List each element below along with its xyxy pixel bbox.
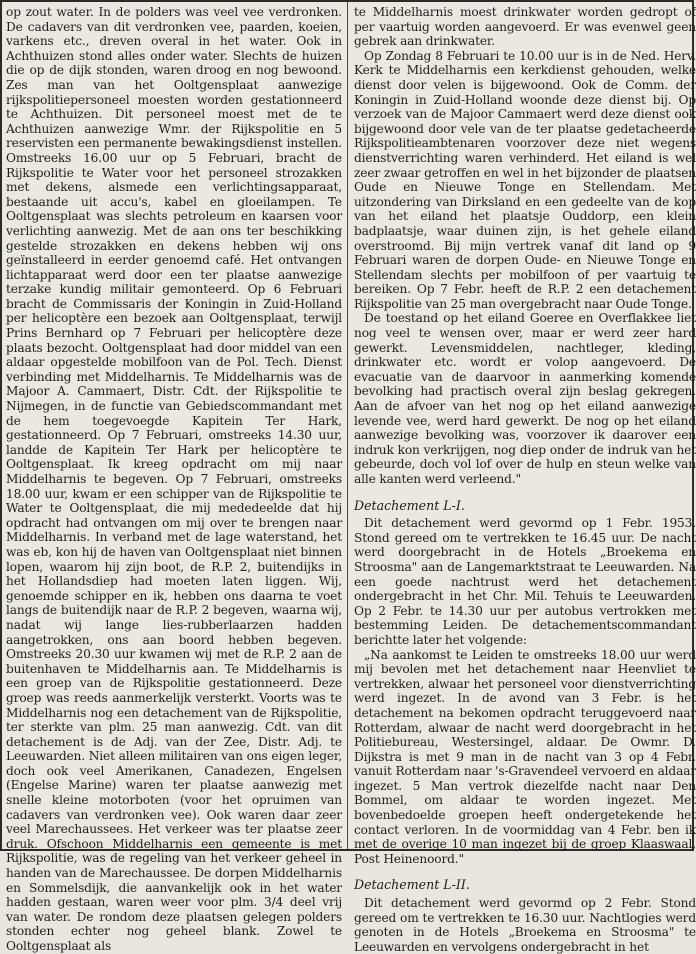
intro-paragraph-2: Op Zondag 8 Februari te 10.00 uur is in de Ned. Herv. Kerk te Middelharnis een kerkdienst gehouden, welke dienst door velen is bijgewoond. Ook de Comm. der Koningin in Zuid-Holland woonde deze dienst bij. Op verzoek van de Majoor Cammaert werd deze dienst ook bijgewoond door vele van de ter plaatse gedetacheerde Rijkspolitieambtenaren voorzover deze niet wegens dienstverrichting waren verhinderd. Het eiland is wel zeer zwaar getroffen en wel in het bijzonder de plaatsen Oude en Nieuwe Tonge en Stellendam. Met uitzondering van Dirksland en een gedeelte van de kop van het eiland het plaatsje Ouddorp, een klein badplaatsje, waar duinen zijn, is het gehele eiland overstroomd. Bij mijn vertrek vanaf dit land op 9 Februari waren de dorpen Oude- en Nieuwe Tonge en Stellendam slechts per mobilfoon of per vaartuig te bereiken. Op 7 Febr. heeft de R.P. 2 een detachement Rijkspolitie van 25 man overgebracht naar Oude Tonge. [354, 48, 696, 311]
section-l2-paragraph-1: Dit detachement werd gevormd op 2 Febr. Stond gereed om te vertrekken te 16.30 uur. Nachtlogies werd genoten in de Hotels „Broekema en Stroosma" te Leeuwarden en vervolgens ondergebracht in het [354, 896, 696, 954]
left-column [6, 5, 342, 953]
section-title-l2: Detachement L-II. [354, 877, 470, 893]
intro-paragraph-1: te Middelharnis moest drinkwater worden gedropt of per vaartuig worden aangevoerd. Er was evenwel geen gebrek aan drinkwater. [354, 5, 696, 49]
column-divider [347, 2, 348, 849]
section-l1-paragraph-2: „Na aankomst te Leiden te omstreeks 18.00 uur werd mij bevolen met het detachement naar Heenvliet te vertrekken, alwaar het personeel voor dienstverrichting werd ingezet. In de avond van 3 Febr. is het detachement na bekomen opdracht teruggevoerd naar Rotterdam, alwaar de nacht werd doorgebracht in het Politiebureau, Westersingel, aldaar. De Owmr. D. Dijkstra is met 9 man in de nacht van 3 op 4 Febr. vanuit Rotterdam naar 's-Gravendeel vervoerd en aldaar ingezet. 5 Man vertrok diezelfde nacht naar Den Bommel, om aldaar te worden ingezet. Met bovenbedoelde groepen heeft ondergetekende het contact verloren. In de voormiddag van 4 Febr. ben ik met de overige 10 man ingezet bij de groep Klaaswaal, Post Heinenoord." [354, 647, 696, 866]
right-column [354, 5, 696, 954]
section-title-l1: Detachement L-I. [354, 497, 465, 513]
intro-paragraph-3: De toestand op het eiland Goeree en Overflakkee liet nog veel te wensen over, maar er werd zeer hard gewerkt. Levensmiddelen, nachtleger, kleding, drinkwater etc. wordt er volop aangevoerd. De evacuatie van de daarvoor in aanmerking komende bevolking had practisch overal zijn beslag gekregen. Aan de afvoer van het nog op het eiland aanwezige levende vee, werd hard gewerkt. De nog op het eiland aanwezige bevolking was, voorzover ik daarover een indruk kon verkrijgen, nog diep onder de indruk van het gebeurde, doch vol lof over de hulp en steun welke van alle kanten werd verleend." [354, 311, 696, 486]
section-l1-paragraph-1: Dit detachement werd gevormd op 1 Febr. 1953. Stond gereed om te vertrekken te 16.45 uur. De nacht werd doorgebracht in de Hotels „Broekema en Stroosma" aan de Langemarktstraat te Leeuwarden. Na een goede nachtrust werd het detachement ondergebracht in het Chr. Mil. Tehuis te Leeuwarden. Op 2 Febr. te 14.30 uur per autobus vertrokken met bestemming Leiden. De detachementscommandant berichtte later het volgende: [354, 516, 696, 647]
left-column-text: op zout water. In de polders was veel vee verdronken. De cadavers van dit verdronken vee, paarden, koeien, varkens etc., dreven overal in het water. Ook in Achthuizen stond alles onder water. Slechts de huizen die op de dijk stonden, waren droog en nog bewoond. Zes man van het Ooltgensplaat aanwezige rijkspolitiepersoneel moesten worden gestationneerd te Achthuizen. Dit personeel moest met de te Achthuizen aanwezige Wmr. der Rijkspolitie en 5 reservisten een permanente bewakingsdienst instellen. Omstreeks 16.00 uur op 5 Februari, bracht de Rijkspolitie te Water voor het personeel strozakken met dekens, alsmede een verlichtingsapparaat, bestaande uit accu's, kabel en gloeilampen. Te Ooltgensplaat was slechts petroleum en kaarsen voor verlichting aanwezig. Met de aan ons ter beschikking gestelde strozakken en dekens hebben wij ons geïnstalleerd in eerder genoemd café. Het ontvangen lichtapparaat werd door een ter plaatse aanwezige terzake kundig militair gemonteerd. Op 6 Februari bracht de Commissaris der Koningin in Zuid-Holland per helicoptère een bezoek aan Ooltgensplaat, terwijl Prins Bernhard op 7 Februari per helicoptère deze plaats bezocht. Ooltgensplaat had door middel van een aldaar opgestelde mobilfoon van de Pol. Tech. Dienst verbinding met Middelharnis. Te Middelharnis was de Majoor A. Cammaert, Distr. Cdt. der Rijkspolitie te Nijmegen, in de functie van Gebiedscommandant met de hem toegevoegde Kapitein Ter Hark, gestationneerd. Op 7 Februari, omstreeks 14.30 uur, landde de Kapitein Ter Hark per helicoptère te Ooltgensplaat. Ik kreeg opdracht om mij naar Middelharnis te begeven. Op 7 Februari, omstreeks 18.00 uur, kwam er een schipper van de Rijkspolitie te Water te Ooltgensplaat, die mij mededeelde dat hij opdracht had ontvangen om mij over te brengen naar Middelharnis. In verband met de lage waterstand, het was eb, kon hij de haven van Ooltgensplaat niet binnen lopen, waarom hij zijn boot, de R.P. 2, buitendijks in het Hollandsdiep had moeten laten liggen. Wij, genoemde schipper en ik, hebben ons daarna te voet langs de buitendijk naar de R.P. 2 begeven, waarna wij, nadat wij lange lies-rubberlaarzen hadden aangetrokken, ons aan boord hebben begeven. Omstreeks 20.30 uur kwamen wij met de R.P. 2 aan de buitenhaven te Middelharnis aan. Te Middelharnis is een groep van de Rijkspolitie gestationneerd. Deze groep was reeds aanmerkelijk versterkt. Voorts was te Middelharnis nog een detachement van de Rijkspolitie, ter sterkte van plm. 25 man aanwezig. Cdt. van dit detachement is de Adj. van der Zee, Distr. Adj. te Leeuwarden. Niet alleen militairen van ons eigen leger, doch ook veel Amerikanen, Canadezen, Engelsen (Engelse Marine) waren ter plaatse aanwezig met snelle kleine motorboten (voor het opruimen van cadavers van verdronken vee). Ook waren daar zeer veel Marechaussees. Het verkeer was ter plaatse zeer druk. Ofschoon Middelharnis een gemeente is met Rijkspolitie, was de regeling van het verkeer geheel in handen van de Marechaussee. De dorpen Middelharnis en Sommelsdijk, die aanvankelijk ook in het water hadden gestaan, waren weer voor plm. 3/4 deel vrij van water. De rondom deze plaatsen gelegen polders stonden echter nog geheel blank. Zowel te Ooltgensplaat als [6, 5, 342, 953]
